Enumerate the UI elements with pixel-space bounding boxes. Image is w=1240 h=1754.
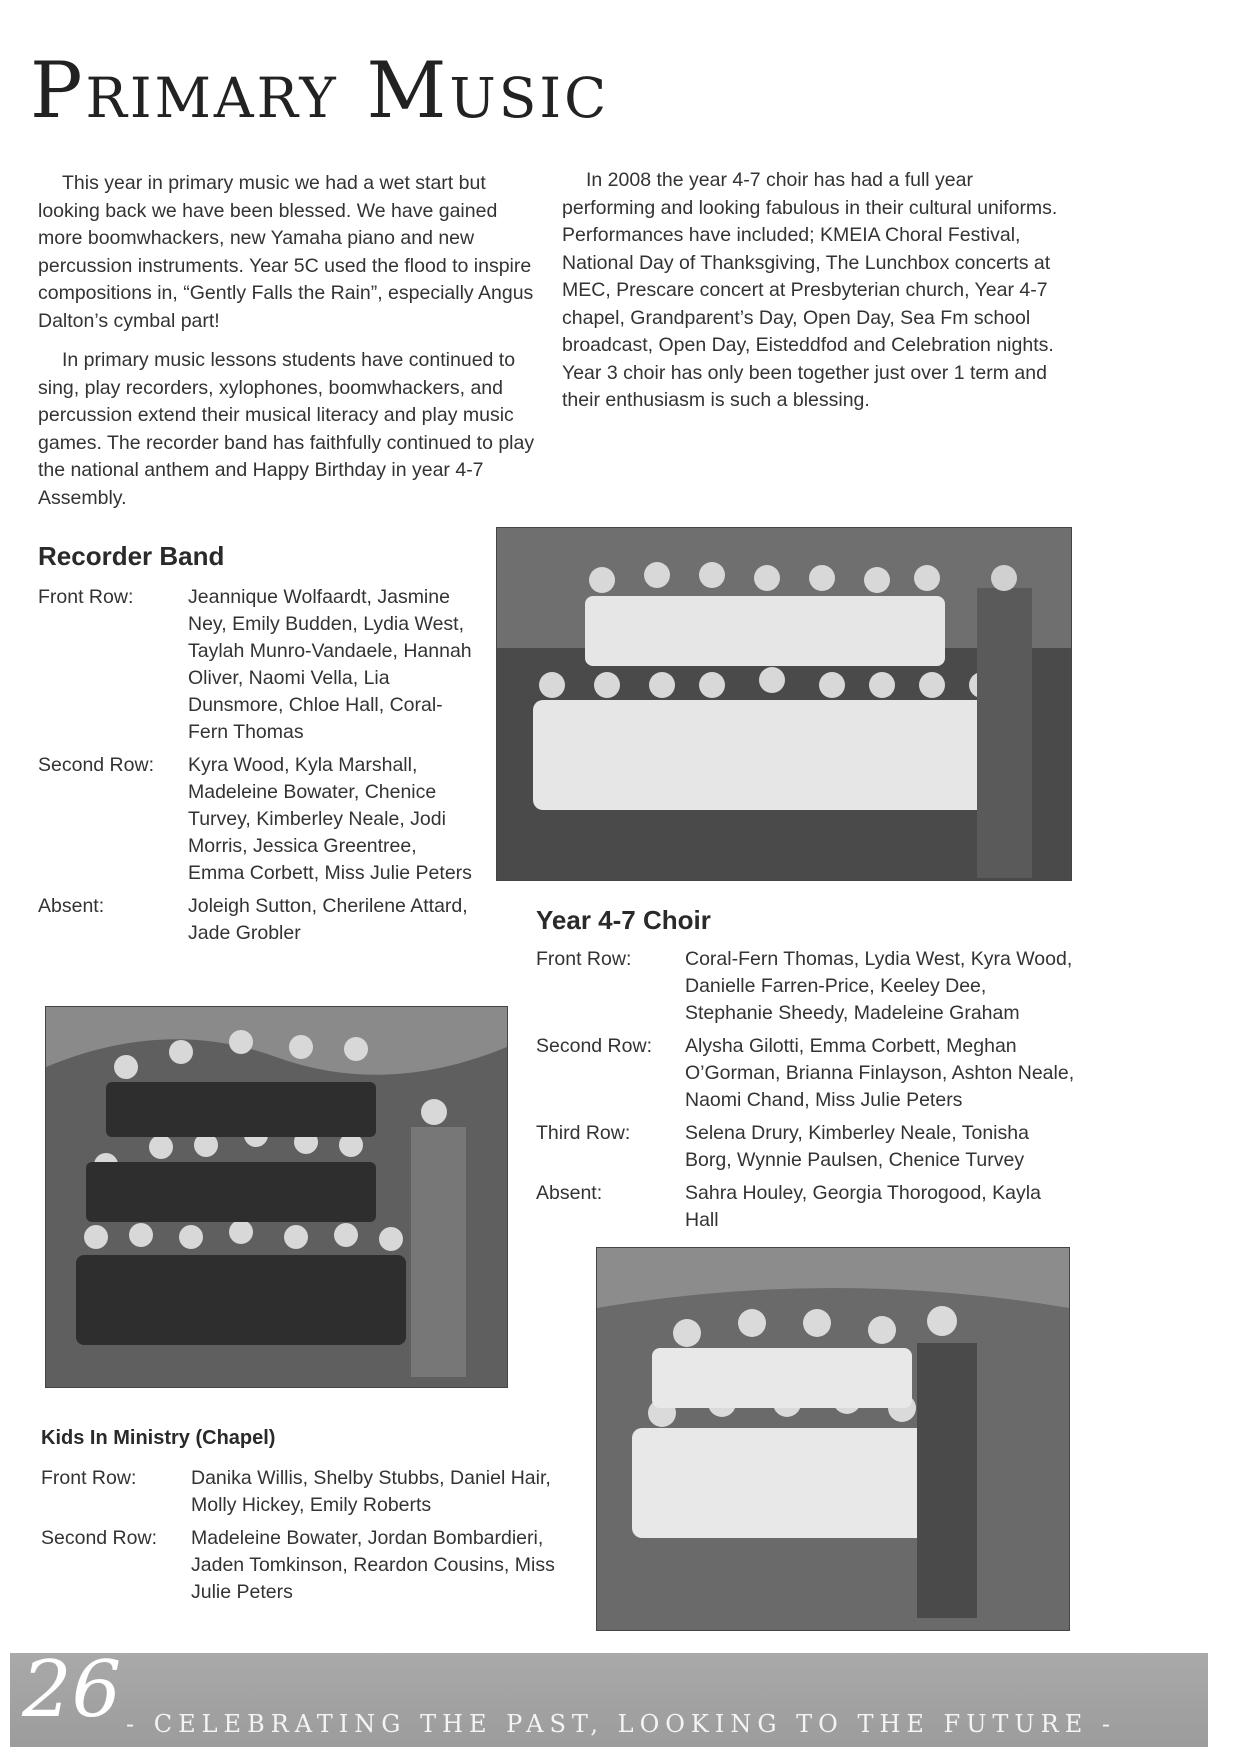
list-item	[536, 946, 1076, 1027]
row-names: Joleigh Sutton, Cherilene Attard, Jade Grobler	[188, 895, 468, 944]
row-names: Coral-Fern Thomas, Lydia West, Kyra Wood, Danielle Farren-Price, Keeley Dee, Stephanie Sheedy, Madeleine Graham	[685, 948, 1073, 1024]
choir-heading: Year 4-7 Choir	[536, 905, 711, 935]
choir-list	[536, 946, 1076, 1240]
intro-paragraph: In 2008 the year 4-7 choir has had a full year performing and looking fabulous in their cultural uniforms. Performances have included; KMEIA Choral Festival, National Day of Thanksgiving, The Lunchbox concerts at MEC, Prescare concert at Presbyterian church, Year 4-7 chapel, Grandparent’s Day, Open Day, Sea Fm school broadcast, Open Day, Eisteddfod and Celebration nights. Year 3 choir has only been together just over 1 term and their enthusiasm is such a blessing.	[562, 169, 1058, 411]
row-names: Jeannique Wolfaardt, Jasmine Ney, Emily Budden, Lydia West, Taylah Munro-Vandaele, Hannah Oliver, Naomi Vella, Lia Dunsmore, Chloe Hall, Coral-Fern Thomas	[188, 586, 472, 743]
page-number: 26	[22, 1645, 122, 1735]
row-label: Front Row:	[38, 586, 134, 608]
list-item	[38, 584, 478, 746]
list-item	[38, 893, 478, 947]
row-names: Danika Willis, Shelby Stubbs, Daniel Hair, Molly Hickey, Emily Roberts	[191, 1467, 551, 1516]
intro-left-column	[38, 170, 538, 524]
row-label: Absent:	[536, 1182, 603, 1204]
row-label: Second Row:	[536, 1035, 652, 1057]
list-item	[41, 1465, 581, 1519]
list-item	[41, 1525, 581, 1606]
page-title: Primary Music	[30, 46, 610, 136]
recorder-band-photo	[45, 1006, 508, 1388]
row-names: Madeleine Bowater, Jordan Bombardieri, Jaden Tomkinson, Reardon Cousins, Miss Julie Peters	[191, 1527, 555, 1603]
row-label: Second Row:	[41, 1527, 157, 1549]
row-label: Absent:	[38, 895, 105, 917]
kids-ministry-heading: Kids In Ministry (Chapel)	[41, 1427, 276, 1449]
row-label: Front Row:	[536, 948, 632, 970]
list-item	[536, 1033, 1076, 1114]
row-label: Third Row:	[536, 1122, 631, 1144]
list-item	[38, 752, 478, 887]
recorder-band-heading: Recorder Band	[38, 541, 225, 571]
intro-paragraph: In primary music lessons students have continued to sing, play recorders, xylophones, boomwhackers, and percussion extend their musical literacy and play music games. The recorder band has faithfully continued to play the national anthem and Happy Birthday in year 4-7 Assembly.	[38, 349, 535, 509]
intro-paragraph: This year in primary music we had a wet start but looking back we have been blessed. We have gained more boomwhackers, new Yamaha piano and new percussion instruments. Year 5C used the flood to inspire compositions in, “Gently Falls the Rain”, especially Angus Dalton’s cymbal part!	[38, 172, 534, 332]
row-label: Front Row:	[41, 1467, 137, 1489]
row-names: Sahra Houley, Georgia Thorogood, Kayla Hall	[685, 1182, 1041, 1231]
kids-ministry-photo	[596, 1247, 1070, 1631]
row-names: Alysha Gilotti, Emma Corbett, Meghan O’Gorman, Brianna Finlayson, Ashton Neale, Naomi Chand, Miss Julie Peters	[685, 1035, 1075, 1111]
list-item	[536, 1180, 1076, 1234]
row-names: Kyra Wood, Kyla Marshall, Madeleine Bowater, Chenice Turvey, Kimberley Neale, Jodi Morris, Jessica Greentree, Emma Corbett, Miss Julie Peters	[188, 754, 472, 884]
row-label: Second Row:	[38, 754, 154, 776]
row-names: Selena Drury, Kimberley Neale, Tonisha Borg, Wynnie Paulsen, Chenice Turvey	[685, 1122, 1029, 1171]
list-item	[536, 1120, 1076, 1174]
kids-ministry-list	[41, 1465, 581, 1612]
footer-tagline: - CELEBRATING THE PAST, LOOKING TO THE FUTURE -	[126, 1710, 1116, 1738]
intro-right-column	[562, 167, 1067, 427]
recorder-band-list	[38, 584, 478, 953]
choir-group-photo	[496, 527, 1072, 881]
